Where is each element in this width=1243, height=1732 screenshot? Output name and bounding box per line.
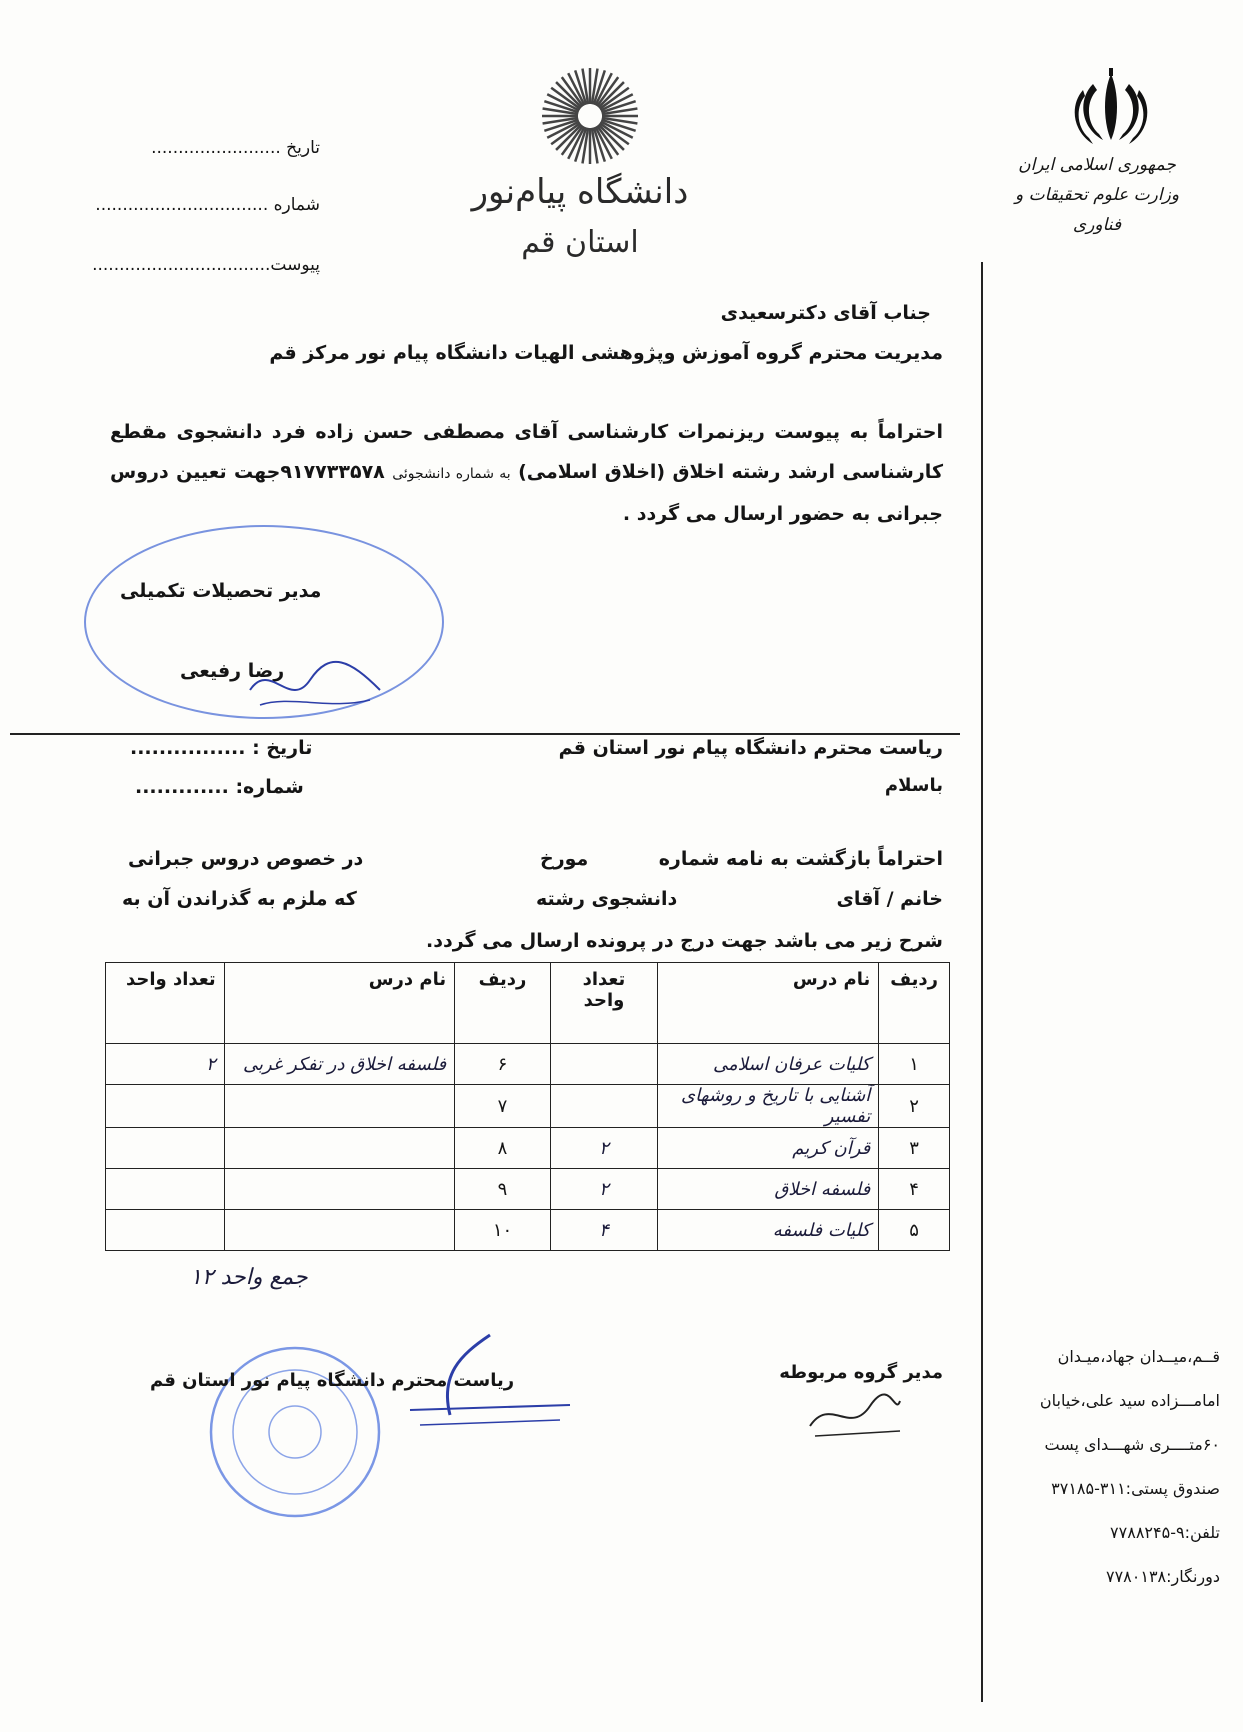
table-header-row [106,963,950,1044]
reference-label: احتراماً بازگشت به نامه شماره [658,848,943,870]
total-units: جمع واحد ۱۲ [190,1265,308,1290]
student-number-label: به شماره دانشجوئی [392,466,511,482]
date-field: تاریخ ........................ [151,138,320,158]
header-row-number: ردیف [879,963,950,1044]
course-units-2 [106,1210,225,1251]
course-name: کلیات فلسفه [658,1210,879,1251]
course-units: ۴ [550,1210,657,1251]
republic-header [992,150,1202,240]
row-number-2: ۱۰ [455,1210,551,1251]
grad-office-name: رضا رفیعی [180,660,285,682]
row-number-2: ۷ [455,1085,551,1128]
side-divider [981,262,983,1702]
course-name: آشنایی با تاریخ و روشهای تفسیر [658,1085,879,1128]
response-date-field: تاریخ : ................ [130,737,313,759]
paragraph-part-a: احتراماً به پیوست ریزنمرات کارشناسی آقای مصطفی حسن زاده فرد دانشجوی مقطع کارشناسی ارشد رشته اخلاق (اخلاق اسلامی) [110,421,943,483]
course-units: ۲ [550,1128,657,1169]
course-name: کلیات عرفان اسلامی [658,1044,879,1085]
course-name: فلسفه اخلاق [658,1169,879,1210]
course-units [550,1085,657,1128]
response-greeting: باسلام [884,775,943,796]
salutation: جناب آقای دکترسعیدی [720,302,931,324]
row-number-2: ۶ [455,1044,551,1085]
university-seal-icon [205,1342,385,1522]
course-name-2 [224,1128,454,1169]
course-name-2 [224,1085,454,1128]
table-row [106,1044,950,1085]
republic-line: جمهوری اسلامی ایران [1018,155,1176,175]
po-box: صندوق پستی:۳۱۱-۳۷۱۸۵ [1051,1479,1220,1498]
row-number-2: ۸ [455,1128,551,1169]
course-name-2: فلسفه اخلاق در تفکر غربی [224,1044,454,1085]
header-row-number-2: ردیف [455,963,551,1044]
course-name: قرآن کریم [658,1128,879,1169]
course-units: ۲ [550,1169,657,1210]
table-row [106,1128,950,1169]
row-number-2: ۹ [455,1169,551,1210]
grad-office-title: مدیر تحصیلات تکمیلی [120,580,322,602]
president-label: ریاست محترم دانشگاه پیام نور استان قم [150,1370,515,1391]
mr-ms-label: خانم / آقای [836,888,943,910]
course-units [550,1044,657,1085]
address-line: ۶۰متــــری شهـــدای پست [1044,1435,1220,1454]
description-line: شرح زیر می باشد جهت درج در پرونده ارسال می گردد. [426,930,943,952]
response-recipient: ریاست محترم دانشگاه پیام نور استان قم [558,737,943,759]
row-number: ۳ [879,1128,950,1169]
course-name-2 [224,1169,454,1210]
dept-head-label: مدیر گروه مربوطه [779,1362,943,1383]
phone: تلفن:۹-۷۷۸۸۲۴۵ [1110,1523,1220,1542]
address-block [985,1335,1226,1599]
header-units-line2: واحد [583,990,625,1011]
row-number: ۱ [879,1044,950,1085]
paragraph-part-b: ۹۱۷۷۳۳۵۷۸جهت تعیین دروس جبرانی به حضور ارسال می گردد . [110,461,943,525]
province-name: استان قم [521,225,639,260]
section-divider [10,733,960,735]
row-number: ۲ [879,1085,950,1128]
dated-label: مورخ [540,848,589,870]
course-units-2 [106,1169,225,1210]
course-name-2 [224,1210,454,1251]
pnu-logo-icon [538,64,642,168]
address-line: امامـــزاده سید علی،خیابان [1039,1391,1220,1410]
dept-head-signature [800,1386,910,1446]
header-course-name-2: نام درس [224,963,454,1044]
student-major-label: دانشجوی رشته [536,888,678,910]
obliged-label: که ملزم به گذراندن آن به [122,888,357,910]
response-number-field: شماره: ............. [135,776,304,798]
row-number: ۴ [879,1169,950,1210]
course-table [105,962,950,1251]
address-line: قــم،میــدان جهاد،میـدان [1057,1347,1220,1366]
header-units-2: تعداد واحد [106,963,225,1044]
course-units-2 [106,1085,225,1128]
letter-paragraph [110,412,943,534]
header-units [550,963,657,1044]
number-field: شماره ................................ [95,195,320,215]
signature-mark [240,640,390,720]
table-row [106,1085,950,1128]
ministry-line: وزارت علوم تحقیقات و فناوری [1014,185,1180,235]
table-row [106,1210,950,1251]
row-number: ۵ [879,1210,950,1251]
fax: دورنگار:۷۷۸۰۱۳۸ [1105,1567,1220,1586]
header-units-line1: تعداد [582,969,626,990]
attachment-field: پیوست................................. [92,255,320,275]
course-units-2: ۲ [106,1044,225,1085]
course-units-2 [106,1128,225,1169]
recipient: مدیریت محترم گروه آموزش وپژوهشی الهیات دانشگاه پیام نور مرکز قم [269,342,943,364]
table-row [106,1169,950,1210]
header-course-name: نام درس [658,963,879,1044]
regarding-label: در خصوص دروس جبرانی [128,848,364,870]
university-name: دانشگاه پیام‌نور [471,172,689,212]
iran-emblem-icon [1063,62,1159,152]
